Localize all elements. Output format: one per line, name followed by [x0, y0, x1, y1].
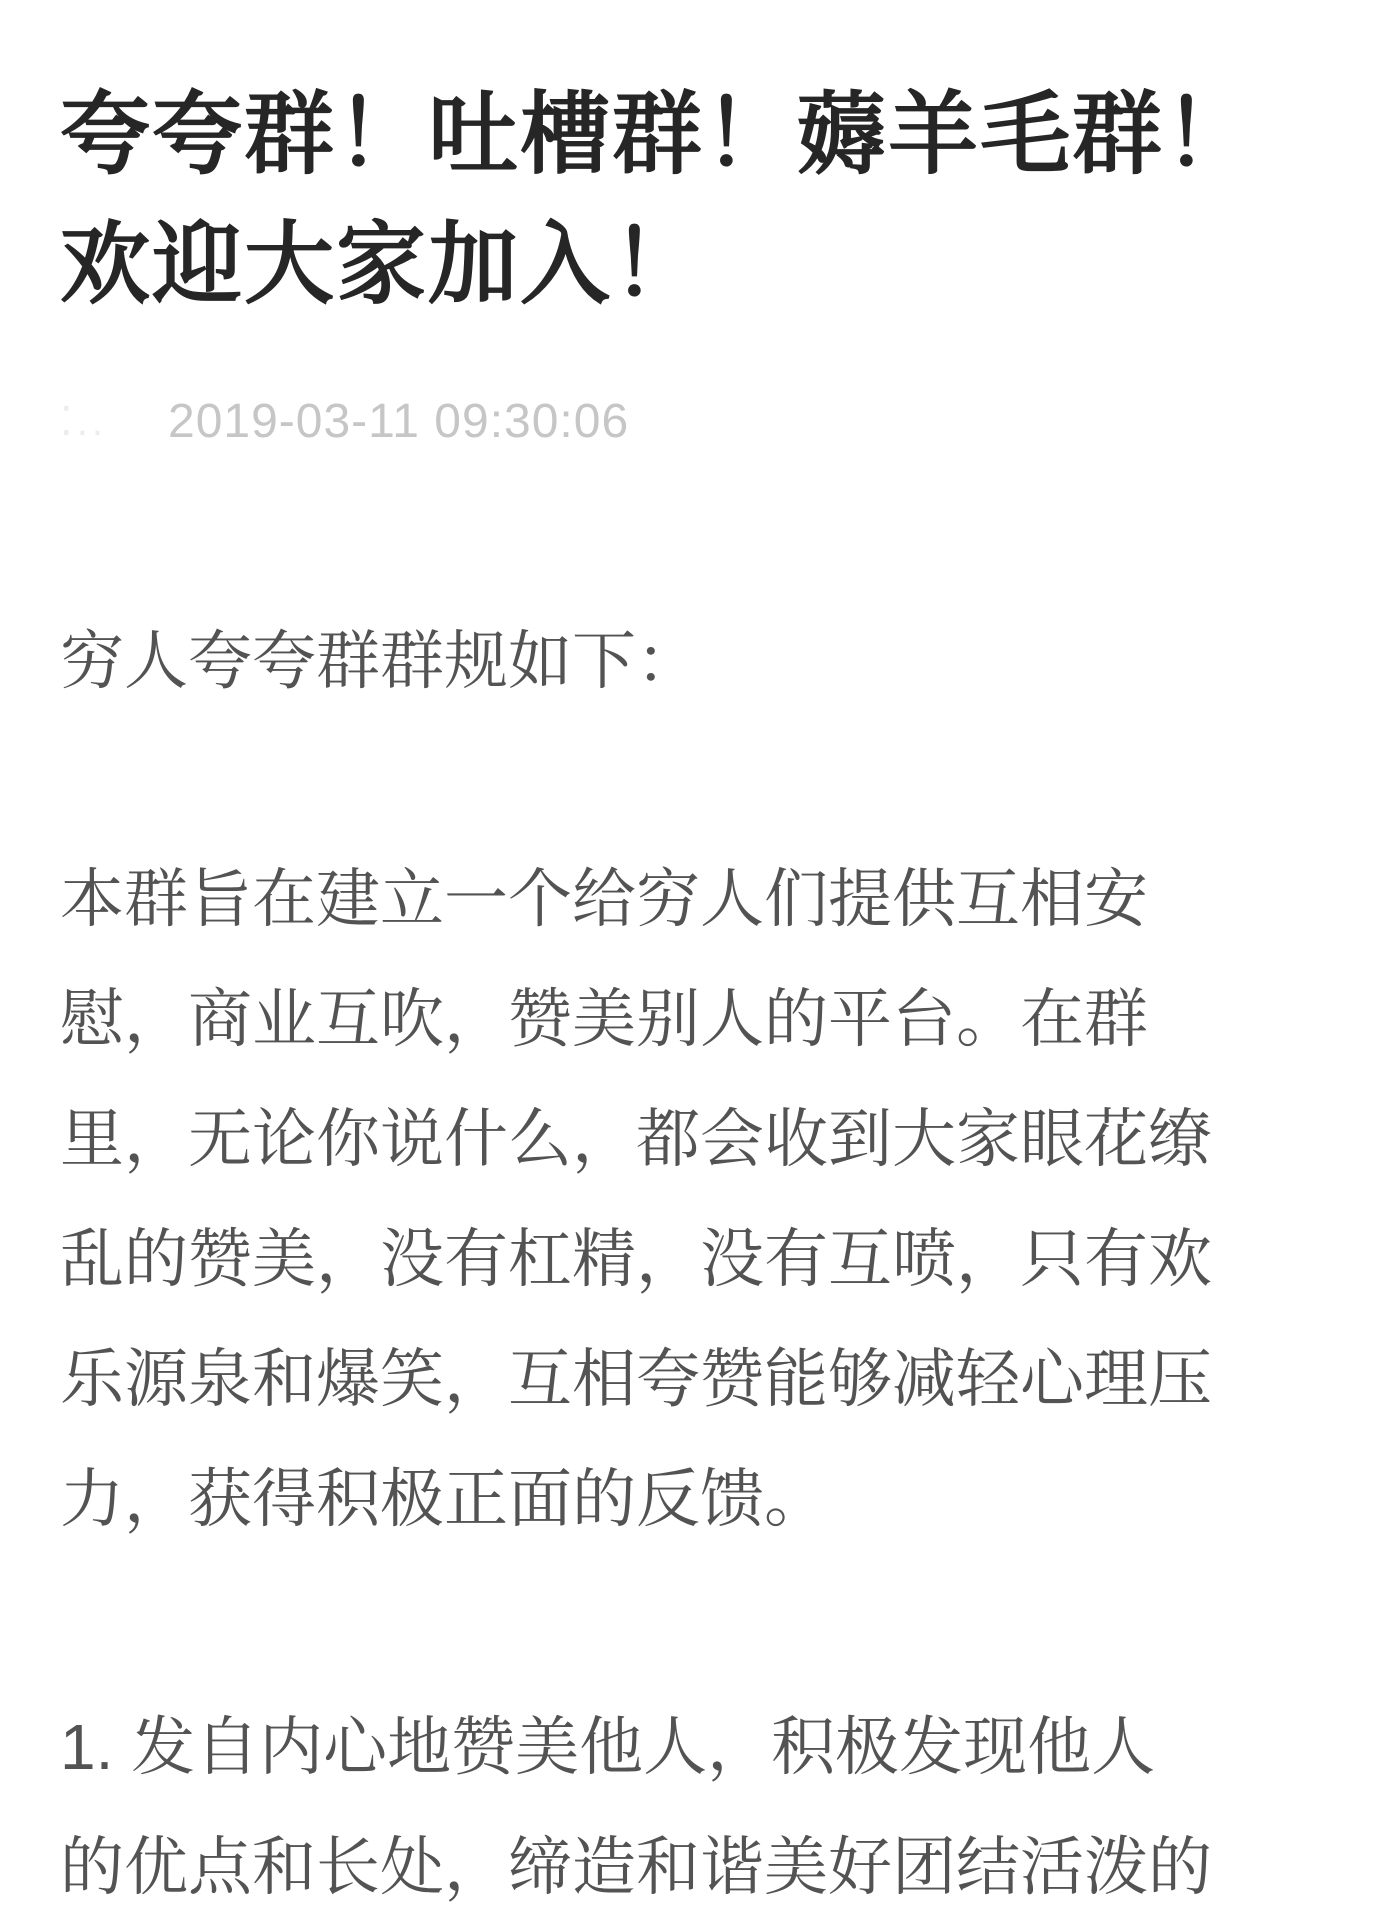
text-line: 1. 发自内心地赞美他人，积极发现他人 [60, 1710, 1156, 1783]
publish-timestamp: 2019-03-11 09:30:06 [168, 395, 630, 449]
faded-author-mark: ⁚.. [60, 399, 107, 444]
text-line: 的优点和长处，缔造和谐美好团结活泼的 [60, 1830, 1212, 1903]
text-line: 欢迎大家加入！ [60, 215, 704, 316]
article-meta [60, 391, 1350, 453]
rule-item-1 [60, 1687, 1350, 1927]
text-line: 乐源泉和爆笑，互相夸赞能够减轻心理压 [60, 1342, 1212, 1415]
text-line: 力，获得积极正面的反馈。 [60, 1462, 828, 1535]
group-description-paragraph [60, 839, 1350, 1559]
rules-intro-line: 穷人夸夸群群规如下： [60, 624, 700, 697]
text-line: 乱的赞美，没有杠精，没有互喷，只有欢 [60, 1222, 1212, 1295]
text-line: 里，无论你说什么，都会收到大家眼花缭 [60, 1102, 1212, 1175]
article-title [60, 70, 1350, 330]
text-line: 慰，商业互吹，赞美别人的平台。在群 [60, 982, 1148, 1055]
text-line: 本群旨在建立一个给穷人们提供互相安 [60, 862, 1148, 935]
text-line: 夸夸群！吐槽群！薅羊毛群！ [60, 85, 1256, 186]
